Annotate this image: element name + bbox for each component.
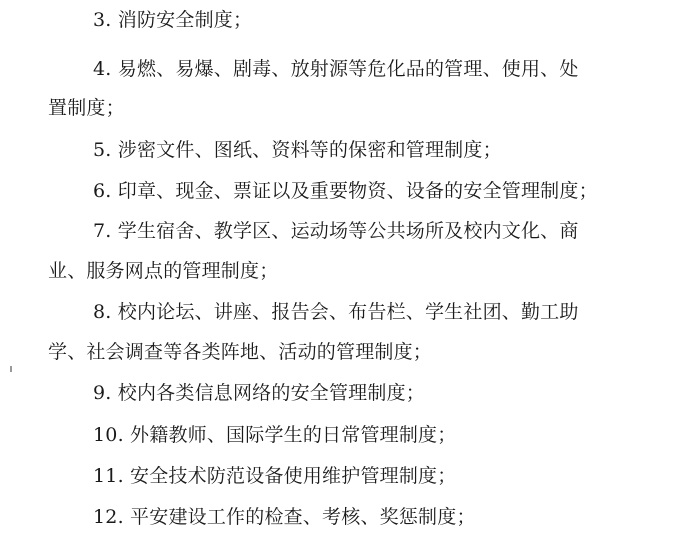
item-8-line-2: 学、社会调查等各类阵地、活动的管理制度； <box>48 341 433 363</box>
item-8-line-1: 8. 校内论坛、讲座、报告会、布告栏、学生社团、勤工助 <box>93 301 579 323</box>
item-7-line-1: 7. 学生宿舍、教学区、运动场等公共场所及校内文化、商 <box>93 220 579 242</box>
item-11: 11. 安全技术防范设备使用维护管理制度； <box>93 465 457 487</box>
item-6: 6. 印章、现金、票证以及重要物资、设备的安全管理制度； <box>93 180 598 202</box>
item-4-line-2: 置制度； <box>48 97 125 119</box>
item-4-line-1: 4. 易燃、易爆、剧毒、放射源等危化品的管理、使用、处 <box>93 58 579 80</box>
item-12: 12. 平安建设工作的检查、考核、奖惩制度； <box>93 506 476 528</box>
item-3: 3. 消防安全制度； <box>93 9 253 31</box>
item-10: 10. 外籍教师、国际学生的日常管理制度； <box>93 424 457 446</box>
item-7-line-2: 业、服务网点的管理制度； <box>48 260 279 282</box>
margin-mark <box>10 366 12 372</box>
item-5: 5. 涉密文件、图纸、资料等的保密和管理制度； <box>93 139 502 161</box>
item-9: 9. 校内各类信息网络的安全管理制度； <box>93 382 425 404</box>
